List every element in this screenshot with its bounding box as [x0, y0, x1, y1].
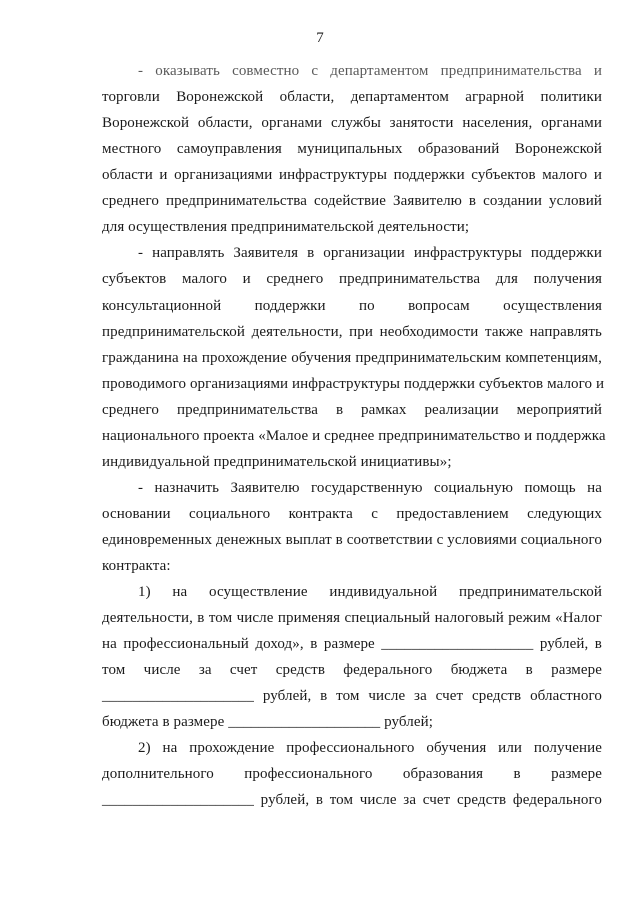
text-line: предпринимательской деятельности, при необходимости также направлять [102, 324, 602, 340]
text-line: бюджета в размере ____________________ рублей; [102, 714, 433, 730]
text-line: основании социального контракта с предоставлением следующих [102, 506, 602, 522]
text-line: дополнительного профессионального образования в размере [102, 766, 602, 782]
text-line: том числе за счет средств федерального бюджета в размере [102, 662, 602, 678]
text-line: ____________________ рублей, в том числе за счет средств федерального [102, 792, 602, 808]
text-line: субъектов малого и среднего предпринимательства для получения [102, 271, 602, 287]
text-line: для осуществления предпринимательской деятельности; [102, 219, 470, 235]
text-line: контракта: [102, 558, 171, 574]
text-line: гражданина на прохождение обучения предпринимательским компетенциям, [102, 350, 602, 366]
text-line: проводимого организациями инфраструктуры поддержки субъектов малого и [102, 376, 605, 392]
text-line: области и организациями инфраструктуры поддержки субъектов малого и [102, 167, 602, 183]
text-line: ____________________ рублей, в том числе за счет средств областного [102, 688, 602, 704]
text-line: деятельности, в том числе применяя специальный налоговый режим «Налог [102, 610, 602, 626]
text-line: Воронежской области, органами службы занятости населения, органами [102, 115, 602, 131]
text-line: единовременных денежных выплат в соответствии с условиями социального [102, 532, 602, 548]
text-line: местного самоуправления муниципальных образований Воронежской [102, 141, 602, 157]
text-line: - направлять Заявителя в организации инфраструктуры поддержки [138, 245, 602, 261]
text-line: - оказывать совместно с департаментом предпринимательства и [138, 63, 602, 79]
text-line: 1) на осуществление индивидуальной предпринимательской [138, 584, 602, 600]
text-line: индивидуальной предпринимательской инициативы»; [102, 454, 452, 470]
page-number: 7 [316, 30, 324, 46]
text-line: среднего предпринимательства содействие Заявителю в создании условий [102, 193, 602, 209]
text-line: - назначить Заявителю государственную социальную помощь на [138, 480, 602, 496]
text-line: 2) на прохождение профессионального обучения или получение [138, 740, 602, 756]
text-line: национального проекта «Малое и среднее предпринимательство и поддержка [102, 428, 606, 444]
text-line: торговли Воронежской области, департаментом аграрной политики [102, 89, 602, 105]
text-line: консультационной поддержки по вопросам осуществления [102, 298, 602, 314]
text-line: среднего предпринимательства в рамках реализации мероприятий [102, 402, 602, 418]
text-line: на профессиональный доход», в размере ____________________ рублей, в [102, 636, 602, 652]
